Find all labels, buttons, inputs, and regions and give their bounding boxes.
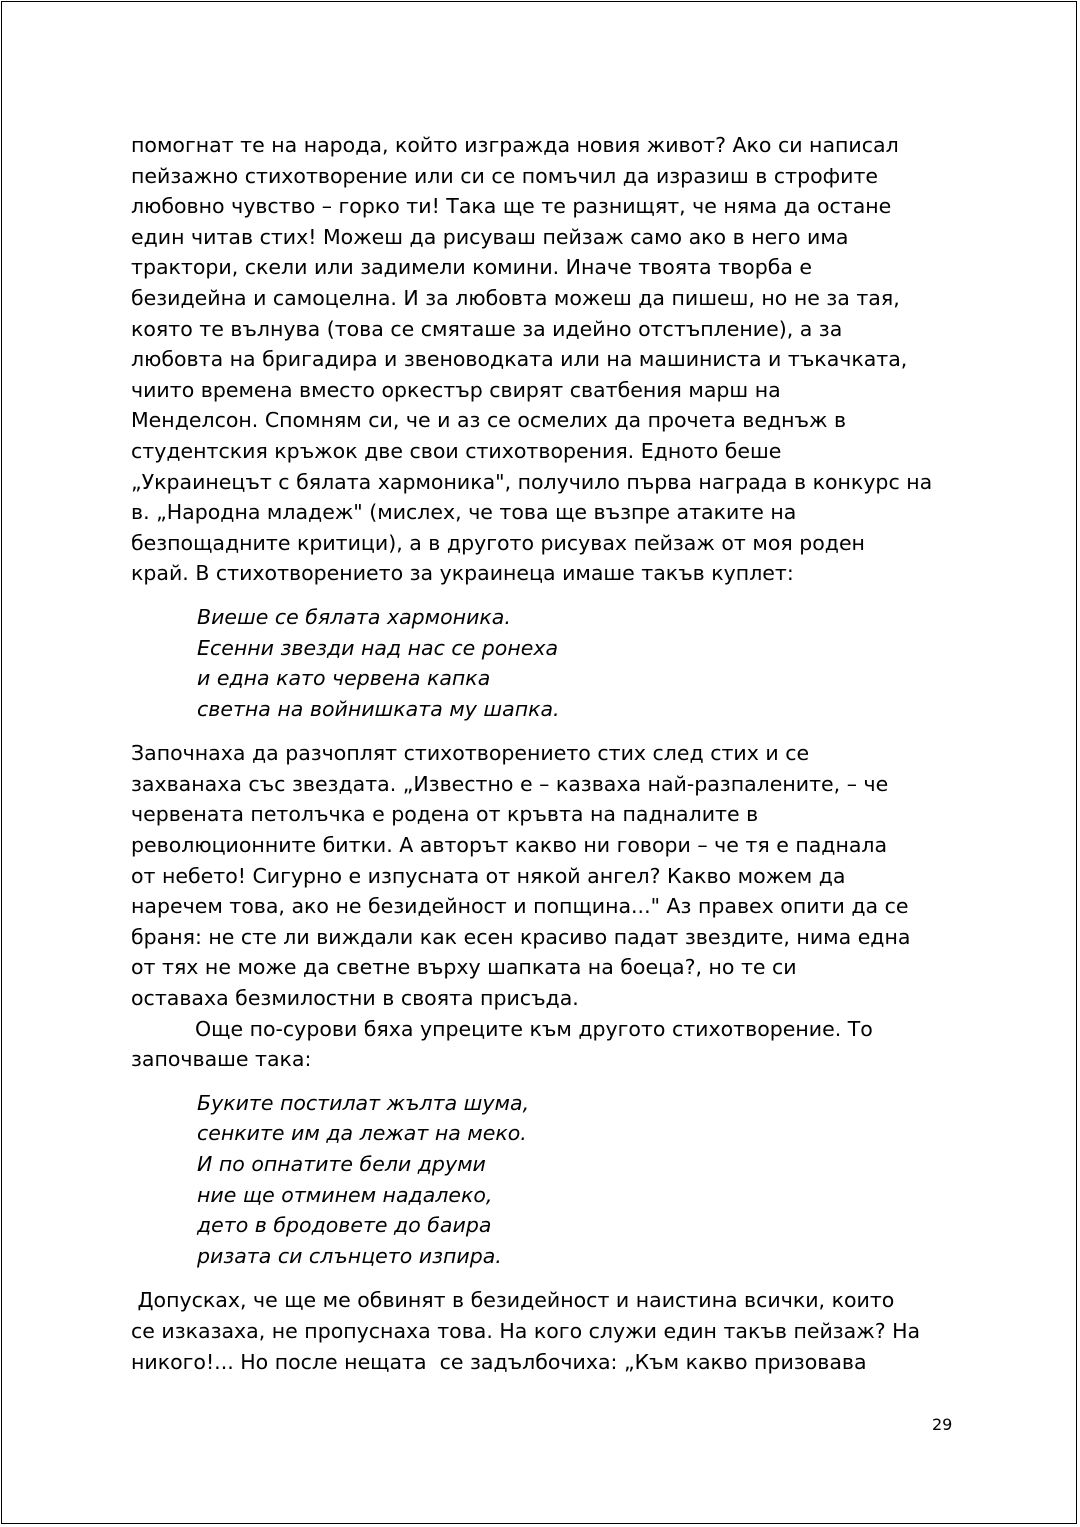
text-line: никого!... Но после нещата се задълбочиха: „Към какво призовава (131, 1349, 867, 1374)
text-line: Допусках, че ще ме обвинят в безидейност и наистина всички, които (131, 1288, 895, 1313)
page-number: 29 (932, 1415, 953, 1434)
text-line (131, 1014, 951, 1045)
paragraph (131, 1285, 951, 1377)
text-line: революционните битки. А авторът какво ни говори – че тя е паднала (131, 833, 888, 858)
text-line: чиито времена вместо оркестър свирят сватбения марш на (131, 377, 781, 402)
verse-line: И по опнатите бели друми (197, 1152, 486, 1176)
verse-line: светна на войнишката му шапка. (197, 696, 560, 721)
text-line: безпощадните критици), а в другото рисувах пейзаж от моя роден (131, 530, 865, 555)
verse-line: ризата си слънцето изпира. (197, 1243, 502, 1268)
text-line: пейзажно стихотворение или си се помъчил да изразиш в строфите (131, 163, 879, 188)
verse-line: Есенни звезди над нас се ронеха (197, 635, 559, 660)
page-body (131, 130, 951, 1377)
text-line: започваше така: (131, 1047, 312, 1072)
poem-stanza (131, 602, 951, 724)
text-line: студентския кръжок две свои стихотворения. Едното беше (131, 438, 782, 463)
paragraph (131, 738, 951, 1013)
book-page (1, 1, 1077, 1524)
text-line: захванаха със звездата. „Известно е – казваха най-разпалените, – че (131, 771, 889, 796)
text-line: „Украинецът с бялата хармоника", получило първа награда в конкурс на (131, 469, 933, 494)
text-line: оставаха безмилостни в своята присъда. (131, 986, 579, 1011)
text-line: Менделсон. Спомням си, че и аз се осмелих да прочета веднъж в (131, 408, 847, 433)
text-line: в. „Народна младеж" (мислех, че това ще възпре атаките на (131, 500, 797, 525)
verse-line: Виеше се бялата хармоника. (197, 604, 511, 629)
verse-line: дето в бродовете до баира (197, 1213, 492, 1238)
text-line: която те вълнува (това се смяташе за идейно отстъпление), а за (131, 316, 843, 341)
text-line: любовта на бригадира и звеноводката или на машиниста и тъкачката, (131, 347, 908, 372)
verse-line: ние ще отминем надалеко, (197, 1182, 493, 1207)
text-line: наречем това, ако не безидейност и попщина..." Аз правех опити да се (131, 894, 909, 919)
text-line: се изказаха, не пропуснаха това. На кого служи един такъв пейзаж? На (131, 1318, 921, 1343)
text-line: трактори, скели или задимели комини. Иначе твоята творба е (131, 255, 813, 280)
paragraph (131, 130, 951, 589)
verse-line: сенките им да лежат на меко. (197, 1121, 527, 1146)
text-line: червената петолъчка е родена от кръвта на падналите в (131, 802, 759, 827)
text-line: любовно чувство – горко ти! Така ще те разнищят, че няма да остане (131, 194, 892, 219)
verse-line: Буките постилат жълта шума, (197, 1090, 530, 1115)
paragraph (131, 1014, 951, 1075)
text-line: от тях не може да светне върху шапката на боеца?, но те си (131, 955, 797, 980)
text-line: от небето! Сигурно е изпусната от някой ангел? Какво можем да (131, 863, 846, 888)
text-line: край. В стихотворението за украинеца имаше такъв куплет: (131, 561, 794, 586)
text-line-content: Още по-сурови бяха упреците към другото стихотворение. То (195, 1016, 873, 1041)
text-line: безидейна и самоцелна. И за любовта можеш да пишеш, но не за тая, (131, 285, 900, 310)
poem-stanza (131, 1088, 951, 1272)
text-line: Започнаха да разчоплят стихотворението стих след стих и се (131, 741, 810, 766)
text-line: един читав стих! Можеш да рисуваш пейзаж само ако в него има (131, 224, 849, 249)
text-line: помогнат те на народа, който изгражда новия живот? Ако си написал (131, 133, 899, 157)
text-line: браня: не сте ли виждали как есен красиво падат звездите, нима една (131, 924, 911, 949)
verse-line: и една като червена капка (197, 666, 491, 691)
